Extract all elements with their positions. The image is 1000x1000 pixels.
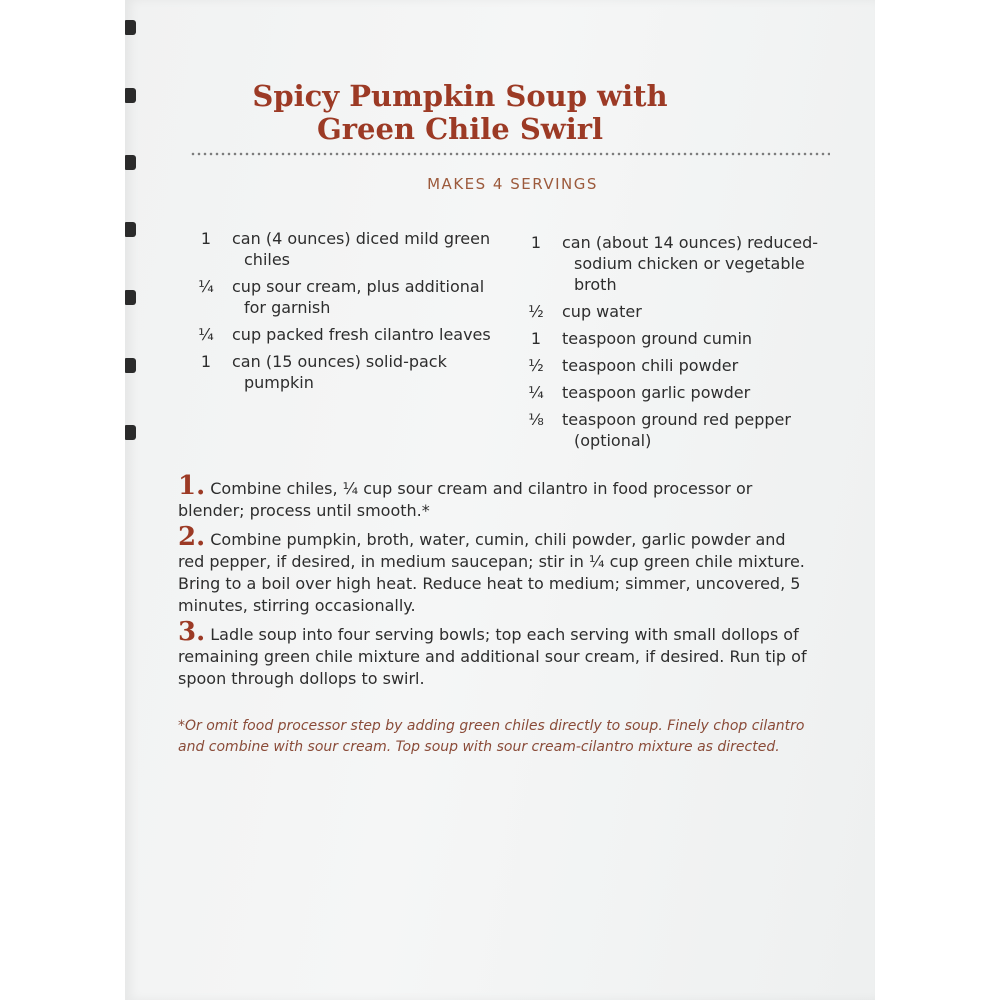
ingredient-desc: cup sour cream, plus additional for garnish: [232, 277, 485, 317]
ingredient-qty: 1: [530, 329, 542, 348]
ingredient-qty: ½: [528, 356, 544, 375]
dotted-divider: [190, 152, 830, 156]
title-line-1: Spicy Pumpkin Soup with: [252, 79, 668, 113]
binding-ring: [125, 88, 136, 103]
ingredient-qty: 1: [200, 352, 212, 371]
ingredient-item: [520, 328, 820, 349]
step-text: Combine pumpkin, broth, water, cumin, chili powder, garlic powder and red pepper, if desired, in medium saucepan; stir in ¼ cup green chile mixture. Bring to a boil over high heat. Reduce heat to medium; simmer, uncovered, 5 minutes, stirring occasionally.: [178, 530, 805, 615]
ingredient-item: [520, 382, 820, 403]
binding-ring: [125, 290, 136, 305]
direction-step: [178, 471, 808, 522]
ingredient-qty: 1: [530, 233, 542, 252]
ingredient-list-left: [190, 228, 510, 399]
step-number: 3.: [178, 617, 206, 647]
step-text: Combine chiles, ¼ cup sour cream and cilantro in food processor or blender; process until smooth.*: [178, 479, 753, 520]
direction-step: [178, 522, 808, 617]
ingredient-item: [520, 409, 820, 451]
directions: [178, 471, 808, 694]
spiral-binding: [125, 0, 137, 460]
title-line-2: Green Chile Swirl: [316, 112, 604, 146]
binding-ring: [125, 425, 136, 440]
step-text: Ladle soup into four serving bowls; top each serving with small dollops of remaining green chile mixture and additional sour cream, if desired. Run tip of spoon through dollops to swirl.: [178, 625, 807, 688]
ingredient-desc: can (about 14 ounces) reduced-sodium chicken or vegetable broth: [562, 233, 819, 294]
footnote: *Or omit food processor step by adding green chiles directly to soup. Finely chop cilantro and combine with sour cream. Top soup with sour cream-cilantro mixture as directed.: [178, 718, 805, 755]
ingredient-item: [520, 355, 820, 376]
step-number: 2.: [178, 522, 206, 552]
ingredient-desc: teaspoon garlic powder: [562, 383, 751, 402]
ingredient-item: [190, 228, 510, 270]
recipe-title: [250, 80, 670, 146]
ingredient-desc: teaspoon ground cumin: [562, 329, 753, 348]
step-number: 1.: [178, 471, 206, 501]
ingredient-desc: teaspoon chili powder: [562, 356, 739, 375]
binding-ring: [125, 222, 136, 237]
ingredient-qty: ¼: [528, 383, 544, 402]
ingredient-qty: ⅛: [528, 410, 544, 429]
ingredient-qty: ¼: [198, 277, 214, 296]
ingredient-qty: ½: [528, 302, 544, 321]
ingredient-desc: teaspoon ground red pepper (optional): [562, 410, 791, 450]
binding-ring: [125, 155, 136, 170]
ingredient-item: [520, 301, 820, 322]
servings-label: MAKES 4 SERVINGS: [427, 175, 598, 193]
direction-step: [178, 617, 808, 690]
ingredient-desc: can (15 ounces) solid-pack pumpkin: [232, 352, 447, 392]
ingredient-desc: cup packed fresh cilantro leaves: [232, 325, 491, 344]
ingredient-item: [190, 351, 510, 393]
ingredient-item: [190, 324, 510, 345]
binding-ring: [125, 358, 136, 373]
ingredient-qty: 1: [200, 229, 212, 248]
binding-ring: [125, 20, 136, 35]
ingredient-qty: ¼: [198, 325, 214, 344]
ingredient-desc: cup water: [562, 302, 642, 321]
ingredient-item: [190, 276, 510, 318]
ingredient-desc: can (4 ounces) diced mild green chiles: [232, 229, 491, 269]
ingredient-list-right: [520, 232, 820, 457]
ingredient-item: [520, 232, 820, 295]
